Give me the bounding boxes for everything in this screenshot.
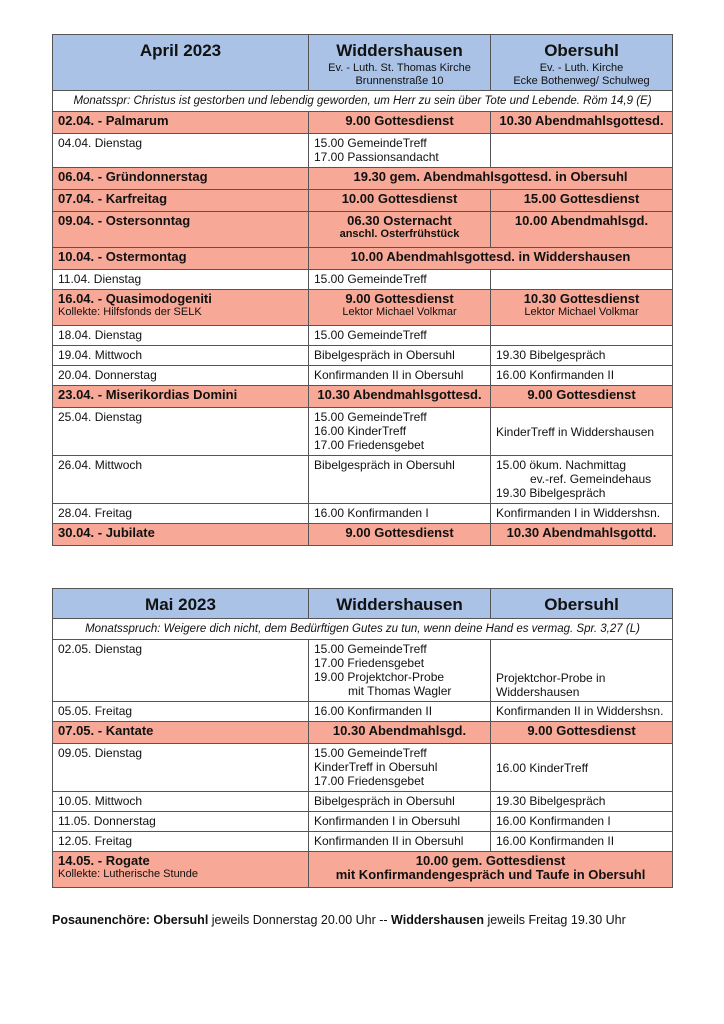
- table-header: [53, 589, 673, 619]
- monthly-verse: Monatsspr: Christus ist gestorben und lebendig geworden, um Herr zu sein über Tote und Lebende. Röm 14,9 (E): [53, 91, 673, 112]
- widdershausen-header: Widdershausen: [309, 589, 491, 619]
- obersuhl-header: Obersuhl Ev. - Luth. Kirche Ecke Bothenweg/ Schulweg: [491, 35, 673, 91]
- table-row: 23.04. - Miserikordias Domini 10.30 Abendmahlsgottesd. 9.00 Gottesdienst: [53, 386, 673, 408]
- table-row: 04.04. Dienstag 15.00 GemeindeTreff 17.00 Passionsandacht: [53, 134, 673, 168]
- table-row: 30.04. - Jubilate 9.00 Gottesdienst 10.30 Abendmahlsgottd.: [53, 524, 673, 546]
- brass-choir-note: Posaunenchöre: Obersuhl jeweils Donnerstag 20.00 Uhr -- Widdershausen jeweils Freitag 19.30 Uhr: [52, 913, 626, 927]
- table-row: 06.04. - Gründonnerstag 19.30 gem. Abendmahlsgottesd. in Obersuhl: [53, 168, 673, 190]
- table-row: 18.04. Dienstag 15.00 GemeindeTreff: [53, 326, 673, 346]
- table-row: 11.05. Donnerstag Konfirmanden I in Obersuhl 16.00 Konfirmanden I: [53, 812, 673, 832]
- table-row: 25.04. Dienstag 15.00 GemeindeTreff 16.00 KinderTreff 17.00 Friedensgebet KinderTreff in Widdershausen: [53, 408, 673, 456]
- monthly-verse: Monatsspruch: Weigere dich nicht, dem Bedürftigen Gutes zu tun, wenn deine Hand es vermag. Spr. 3,27 (L): [53, 619, 673, 640]
- table-row: 10.05. Mittwoch Bibelgespräch in Obersuhl 19.30 Bibelgespräch: [53, 792, 673, 812]
- table-row: 16.04. - Quasimodogeniti Kollekte: Hilfsfonds der SELK 9.00 Gottesdienst Lektor Michael Volkmar 10.30 Gottesdienst Lektor Michael Volkmar: [53, 290, 673, 326]
- month-header: April 2023: [53, 35, 309, 91]
- table-row: 14.05. - Rogate Kollekte: Lutherische Stunde 10.00 gem. Gottesdienst mit Konfirmandengespräch und Taufe in Obersuhl: [53, 852, 673, 888]
- table-row: 09.05. Dienstag 15.00 GemeindeTreff KinderTreff in Obersuhl 17.00 Friedensgebet 16.00 KinderTreff: [53, 744, 673, 792]
- table-row: 02.05. Dienstag 15.00 GemeindeTreff 17.00 Friedensgebet 19.00 Projektchor-Probe mit Thomas Wagler Projektchor-Probe in Widdershausen: [53, 640, 673, 702]
- table-row: 20.04. Donnerstag Konfirmanden II in Obersuhl 16.00 Konfirmanden II: [53, 366, 673, 386]
- table-row: 02.04. - Palmarum 9.00 Gottesdienst 10.30 Abendmahlsgottesd.: [53, 112, 673, 134]
- schedule-table-may: [52, 588, 673, 888]
- table-row: 07.04. - Karfreitag 10.00 Gottesdienst 15.00 Gottesdienst: [53, 190, 673, 212]
- widdershausen-header: Widdershausen Ev. - Luth. St. Thomas Kirche Brunnenstraße 10: [309, 35, 491, 91]
- table-header: [53, 35, 673, 91]
- table-row: 07.05. - Kantate 10.30 Abendmahlsgd. 9.00 Gottesdienst: [53, 722, 673, 744]
- table-row: 19.04. Mittwoch Bibelgespräch in Obersuhl 19.30 Bibelgespräch: [53, 346, 673, 366]
- table-row: 12.05. Freitag Konfirmanden II in Obersuhl 16.00 Konfirmanden II: [53, 832, 673, 852]
- table-row: 28.04. Freitag 16.00 Konfirmanden I Konfirmanden I in Widdershsn.: [53, 504, 673, 524]
- table-row: 05.05. Freitag 16.00 Konfirmanden II Konfirmanden II in Widdershsn.: [53, 702, 673, 722]
- table-row: 26.04. Mittwoch Bibelgespräch in Obersuhl 15.00 ökum. Nachmittag ev.-ref. Gemeindehaus 19.30 Bibelgespräch: [53, 456, 673, 504]
- table-row: 10.04. - Ostermontag 10.00 Abendmahlsgottesd. in Widdershausen: [53, 248, 673, 270]
- month-header: Mai 2023: [53, 589, 309, 619]
- schedule-table-april: [52, 34, 673, 546]
- obersuhl-header: Obersuhl: [491, 589, 673, 619]
- table-row: 09.04. - Ostersonntag 06.30 Osternacht anschl. Osterfrühstück 10.00 Abendmahlsgd.: [53, 212, 673, 248]
- table-row: 11.04. Dienstag 15.00 GemeindeTreff: [53, 270, 673, 290]
